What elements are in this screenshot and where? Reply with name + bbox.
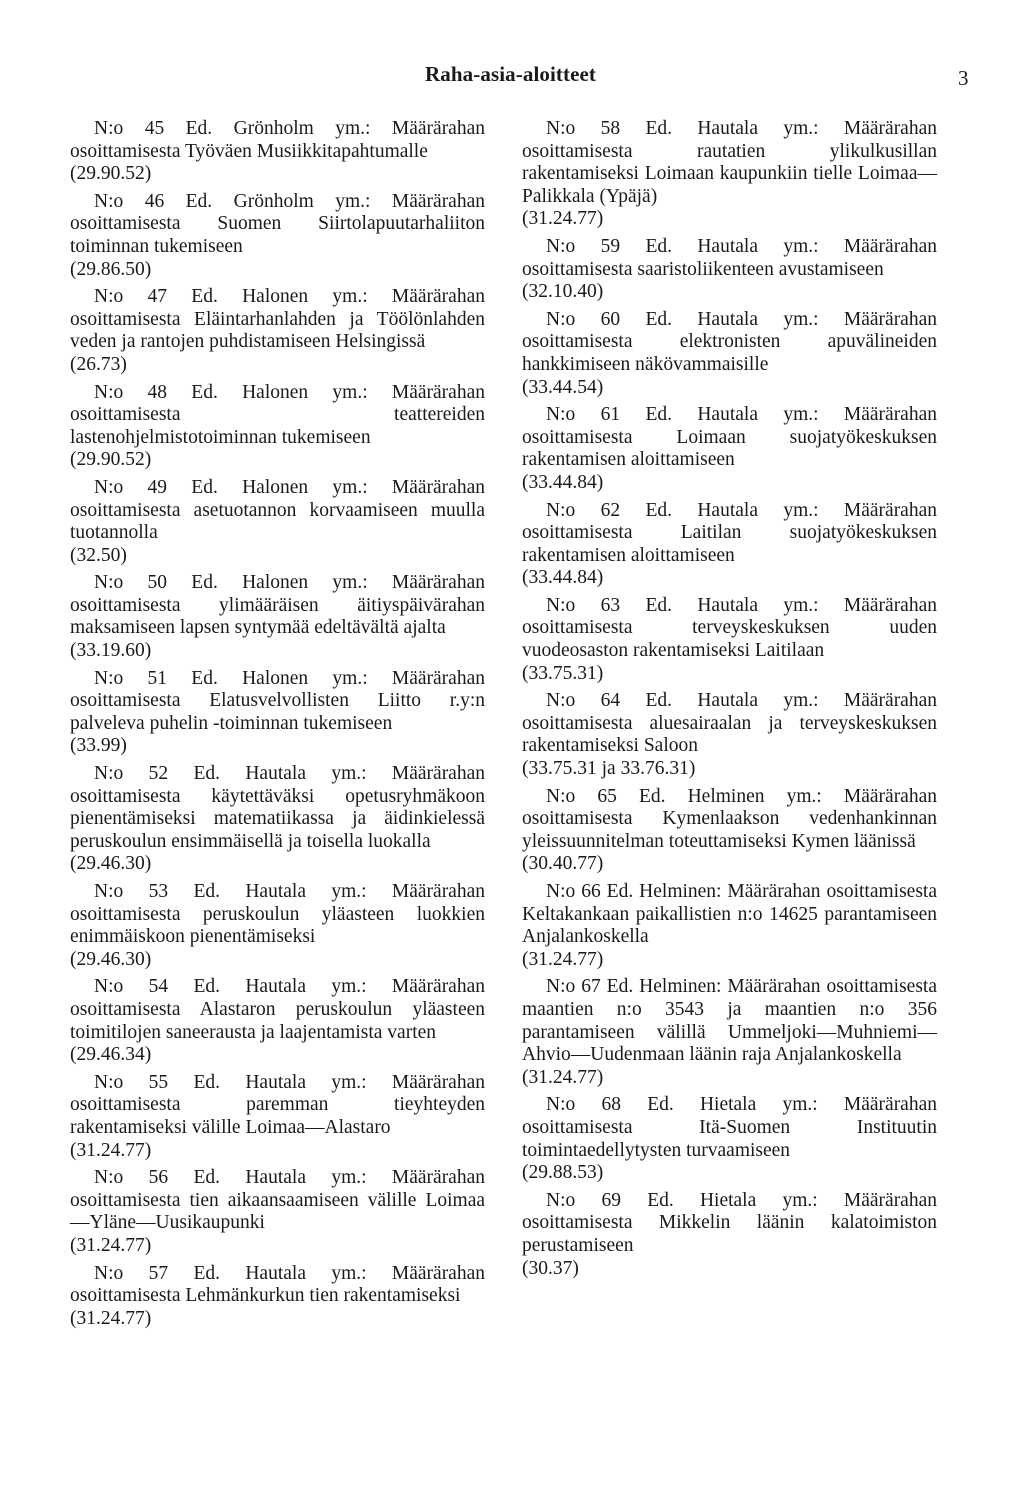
motion-title: N:o 68 Ed. Hietala ym.: Määrärahan osoittamisesta Itä-Suomen Instituutin toimintaedellytysten turvaamiseen [522, 1094, 937, 1161]
motion-entry [70, 382, 485, 472]
budget-reference: (31.24.77) [522, 1066, 604, 1088]
budget-reference: (32.10.40) [522, 281, 604, 303]
motion-title: N:o 51 Ed. Halonen ym.: Määrärahan osoittamisesta Elatusvelvollisten Liitto r.y:n palveleva puhelin -toiminnan tukemiseen [70, 667, 485, 734]
budget-reference: (30.40.77) [522, 853, 604, 875]
motion-title: N:o 63 Ed. Hautala ym.: Määrärahan osoittamisesta terveyskeskuksen uuden vuodeosaston rakentamiseksi Laitilaan [522, 594, 937, 662]
motion-title: N:o 45 Ed. Grönholm ym.: Määrärahan osoittamisesta Työväen Musiikkitapahtumalle [70, 118, 485, 162]
motion-title: N:o 67 Ed. Helminen: Määrärahan osoittamisesta maantien n:o 3543 ja maantien n:o 356 parantamiseen välillä Ummeljoki—Muhniemi—Ahvio—Uudenmaan läänin raja Anjalankoskella [522, 976, 937, 1066]
motion-entry [522, 404, 937, 494]
motion-title: N:o 52 Ed. Hautala ym.: Määrärahan osoittamisesta käytettäväksi opetusryhmäkoon pienentämiseksi matematiikassa ja äidinkielessä peruskoulun ensimmäisellä ja toisella luokalla [70, 763, 485, 852]
motion-entry [522, 976, 937, 1089]
right-column [522, 118, 937, 1285]
motion-entry [70, 572, 485, 662]
motion-title: N:o 56 Ed. Hautala ym.: Määrärahan osoittamisesta tien aikaansaamiseen välille Loimaa —Yläne—Uusikaupunki [70, 1167, 485, 1234]
budget-reference: (29.46.30) [70, 948, 152, 970]
motion-title: N:o 54 Ed. Hautala ym.: Määrärahan osoittamisesta Alastaron peruskoulun yläasteen toimitilojen saneerausta ja laajentamista varten [70, 976, 485, 1043]
budget-reference: (31.24.77) [522, 208, 604, 230]
motion-title: N:o 60 Ed. Hautala ym.: Määrärahan osoittamisesta elektronisten apuvälineiden hankkimiseen näkövammaisille [522, 308, 937, 375]
motion-entry [522, 309, 937, 399]
motion-entry [70, 976, 485, 1066]
motion-entry [70, 286, 485, 376]
motion-entry [70, 1072, 485, 1162]
budget-reference: (33.44.84) [522, 567, 604, 589]
motion-title: N:o 46 Ed. Grönholm ym.: Määrärahan osoittamisesta Suomen Siirtolapuutarhaliiton toiminnan tukemiseen [70, 190, 485, 257]
motion-title: N:o 65 Ed. Helminen ym.: Määrärahan osoittamisesta Kymenlaakson vedenhankinnan yleissuunnitelman toteuttamiseksi Kymen läänissä [522, 785, 937, 852]
motion-title: N:o 59 Ed. Hautala ym.: Määrärahan osoittamisesta saaristoliikenteen avustamiseen [522, 235, 937, 280]
budget-reference: (29.90.52) [70, 163, 152, 185]
budget-reference: (29.88.53) [522, 1162, 604, 1184]
motion-title: N:o 61 Ed. Hautala ym.: Määrärahan osoittamisesta Loimaan suojatyökeskuksen rakentamisen aloittamiseen [522, 404, 937, 471]
page-number: 3 [958, 66, 969, 90]
budget-reference: (31.24.77) [70, 1139, 152, 1161]
motion-title: N:o 66 Ed. Helminen: Määrärahan osoittamisesta Keltakankaan paikallistien n:o 14625 parantamiseen Anjalankoskella [522, 881, 937, 948]
budget-reference: (32.50) [70, 544, 127, 566]
motion-title: N:o 69 Ed. Hietala ym.: Määrärahan osoittamisesta Mikkelin läänin kalatoimiston perustamiseen [522, 1189, 937, 1256]
motion-entry [522, 1190, 937, 1280]
motion-title: N:o 50 Ed. Halonen ym.: Määrärahan osoittamisesta ylimääräisen äitiyspäivärahan maksamiseen lapsen syntymää edeltävältä ajalta [70, 572, 485, 639]
motion-title: N:o 49 Ed. Halonen ym.: Määrärahan osoittamisesta asetuotannon korvaamiseen muulla tuotannolla [70, 476, 485, 544]
budget-reference: (33.75.31) [522, 662, 604, 684]
motion-entry [70, 881, 485, 971]
motion-entry [70, 1263, 485, 1331]
budget-reference: (29.90.52) [70, 449, 152, 471]
budget-reference: (29.86.50) [70, 258, 152, 280]
budget-reference: (33.75.31 ja 33.76.31) [522, 758, 696, 780]
budget-reference: (31.24.77) [522, 948, 604, 970]
motion-entry [522, 118, 937, 231]
motion-title: N:o 64 Ed. Hautala ym.: Määrärahan osoittamisesta aluesairaalan ja terveyskeskuksen rakentamiseksi Saloon [522, 690, 937, 757]
budget-reference: (33.44.84) [522, 471, 604, 493]
budget-reference: (29.46.30) [70, 853, 152, 875]
motion-entry [522, 236, 937, 304]
motion-entry [522, 881, 937, 971]
motion-title: N:o 48 Ed. Halonen ym.: Määrärahan osoittamisesta teattereiden lastenohjelmistotoiminnan tukemiseen [70, 381, 485, 448]
motion-entry [70, 1167, 485, 1257]
motion-title: N:o 62 Ed. Hautala ym.: Määrärahan osoittamisesta Laitilan suojatyökeskuksen rakentamisen aloittamiseen [522, 499, 937, 566]
budget-reference: (29.46.34) [70, 1044, 152, 1066]
motion-title: N:o 53 Ed. Hautala ym.: Määrärahan osoittamisesta peruskoulun yläasteen luokkien enimmäiskoon pienentämiseksi [70, 881, 485, 948]
motion-entry [70, 191, 485, 281]
motion-title: N:o 58 Ed. Hautala ym.: Määrärahan osoittamisesta rautatien ylikulkusillan rakentamiseksi Loimaan kaupunkiin tielle Loimaa—Palikkala (Ypäjä) [522, 118, 937, 207]
motion-entry [70, 668, 485, 758]
budget-reference: (33.44.54) [522, 376, 604, 398]
budget-reference: (30.37) [522, 1257, 579, 1279]
budget-reference: (33.99) [70, 735, 127, 757]
budget-reference: (33.19.60) [70, 640, 152, 662]
motion-entry [522, 1094, 937, 1184]
budget-reference: (26.73) [70, 353, 127, 375]
budget-reference: (31.24.77) [70, 1307, 152, 1329]
motion-entry [522, 500, 937, 590]
motion-entry [522, 595, 937, 685]
motion-title: N:o 57 Ed. Hautala ym.: Määrärahan osoittamisesta Lehmänkurkun tien rakentamiseksi [70, 1262, 485, 1307]
budget-reference: (31.24.77) [70, 1234, 152, 1256]
motion-entry [522, 690, 937, 780]
left-column [70, 118, 485, 1335]
motion-entry [522, 786, 937, 876]
motion-entry [70, 763, 485, 876]
motion-entry [70, 118, 485, 186]
motion-title: N:o 55 Ed. Hautala ym.: Määrärahan osoittamisesta paremman tieyhteyden rakentamiseksi välille Loimaa—Alastaro [70, 1071, 485, 1138]
motion-title: N:o 47 Ed. Halonen ym.: Määrärahan osoittamisesta Eläintarhanlahden ja Töölönlahden veden ja rantojen puhdistamiseen Helsingissä [70, 286, 485, 353]
running-header-title: Raha-asia-aloitteet [425, 62, 597, 86]
motion-entry [70, 477, 485, 567]
